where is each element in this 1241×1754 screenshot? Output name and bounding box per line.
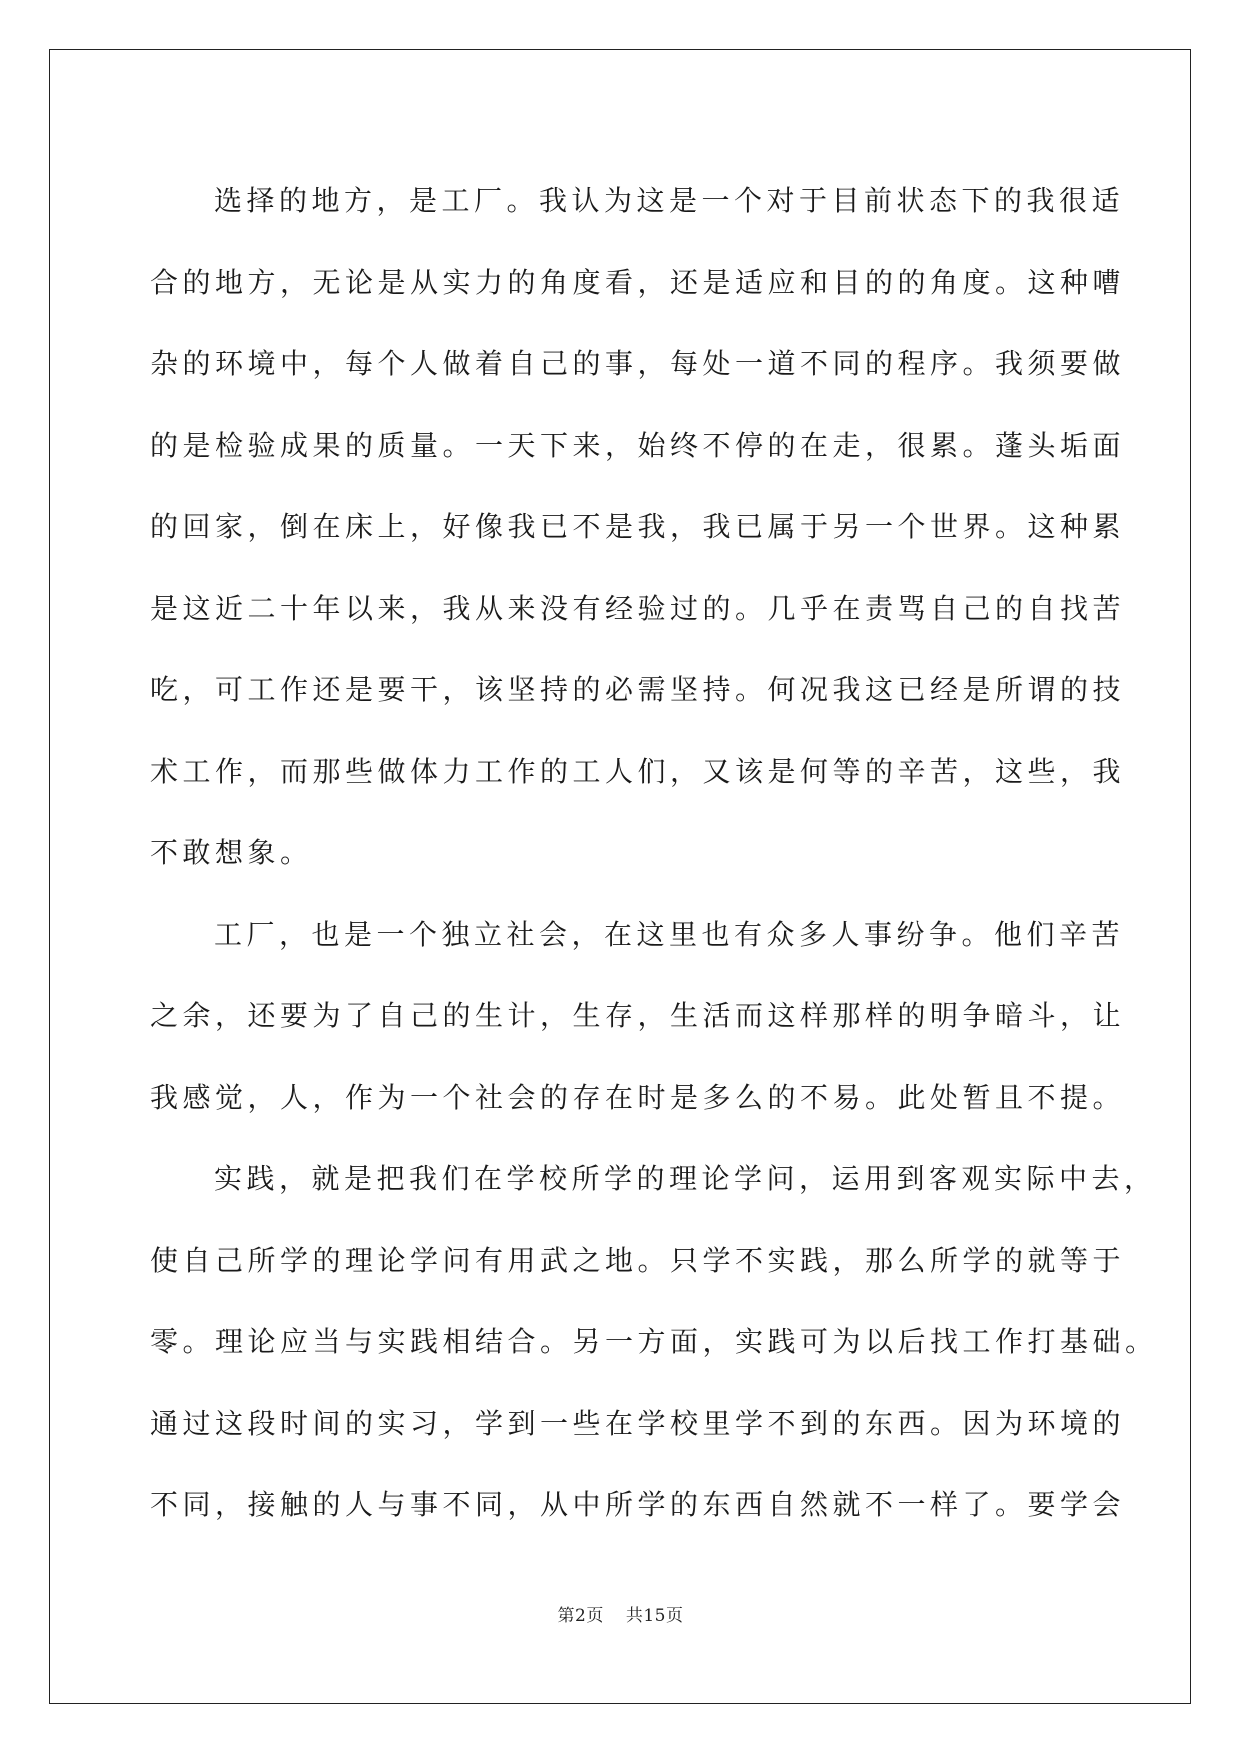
text-line: 是这近二十年以来，我从来没有经验过的。几乎在责骂自己的自找苦 <box>150 591 1126 625</box>
text-line: 之余，还要为了自己的生计，生存，生活而这样那样的明争暗斗，让 <box>150 999 1126 1032</box>
text-line: 不同，接触的人与事不同，从中所学的东西自然就不一样了。要学会 <box>150 1488 1126 1521</box>
text-line: 通过这段时间的实习，学到一些在学校里学不到的东西。因为环境的 <box>150 1406 1126 1440</box>
text-line: 零。理论应当与实践相结合。另一方面，实践可为以后找工作打基础。 <box>150 1325 1158 1358</box>
page-total: 共15页 <box>625 1606 684 1626</box>
text-line: 术工作，而那些做体力工作的工人们，又该是何等的辛苦，这些，我 <box>150 754 1126 788</box>
text-line: 吃，可工作还是要干，该坚持的必需坚持。何况我这已经是所谓的技 <box>150 673 1126 706</box>
paragraph-3 <box>150 1138 1158 1546</box>
document-body <box>150 160 1158 1546</box>
paragraph-1 <box>150 160 1126 894</box>
text-line: 实践，就是把我们在学校所学的理论学问，运用到客观实际中去， <box>214 1162 1157 1195</box>
page-footer <box>0 1601 1241 1626</box>
text-line: 的回家，倒在床上，好像我已不是我，我已属于另一个世界。这种累 <box>150 510 1126 543</box>
text-line: 工厂，也是一个独立社会，在这里也有众多人事纷争。他们辛苦 <box>214 917 1125 951</box>
text-line: 合的地方，无论是从实力的角度看，还是适应和目的的角度。这种嘈 <box>150 265 1126 299</box>
paragraph-2 <box>150 894 1126 1139</box>
text-line: 选择的地方，是工厂。我认为这是一个对于目前状态下的我很适 <box>214 184 1125 217</box>
text-line: 不敢想象。 <box>150 836 313 869</box>
page-number: 第2页 <box>557 1606 604 1626</box>
text-line: 的是检验成果的质量。一天下来，始终不停的在走，很累。蓬头垢面 <box>150 428 1126 462</box>
text-line: 我感觉，人，作为一个社会的存在时是多么的不易。此处暂且不提。 <box>150 1080 1126 1114</box>
text-line: 杂的环境中，每个人做着自己的事，每处一道不同的程序。我须要做 <box>150 347 1126 380</box>
text-line: 使自己所学的理论学问有用武之地。只学不实践，那么所学的就等于 <box>150 1243 1126 1277</box>
